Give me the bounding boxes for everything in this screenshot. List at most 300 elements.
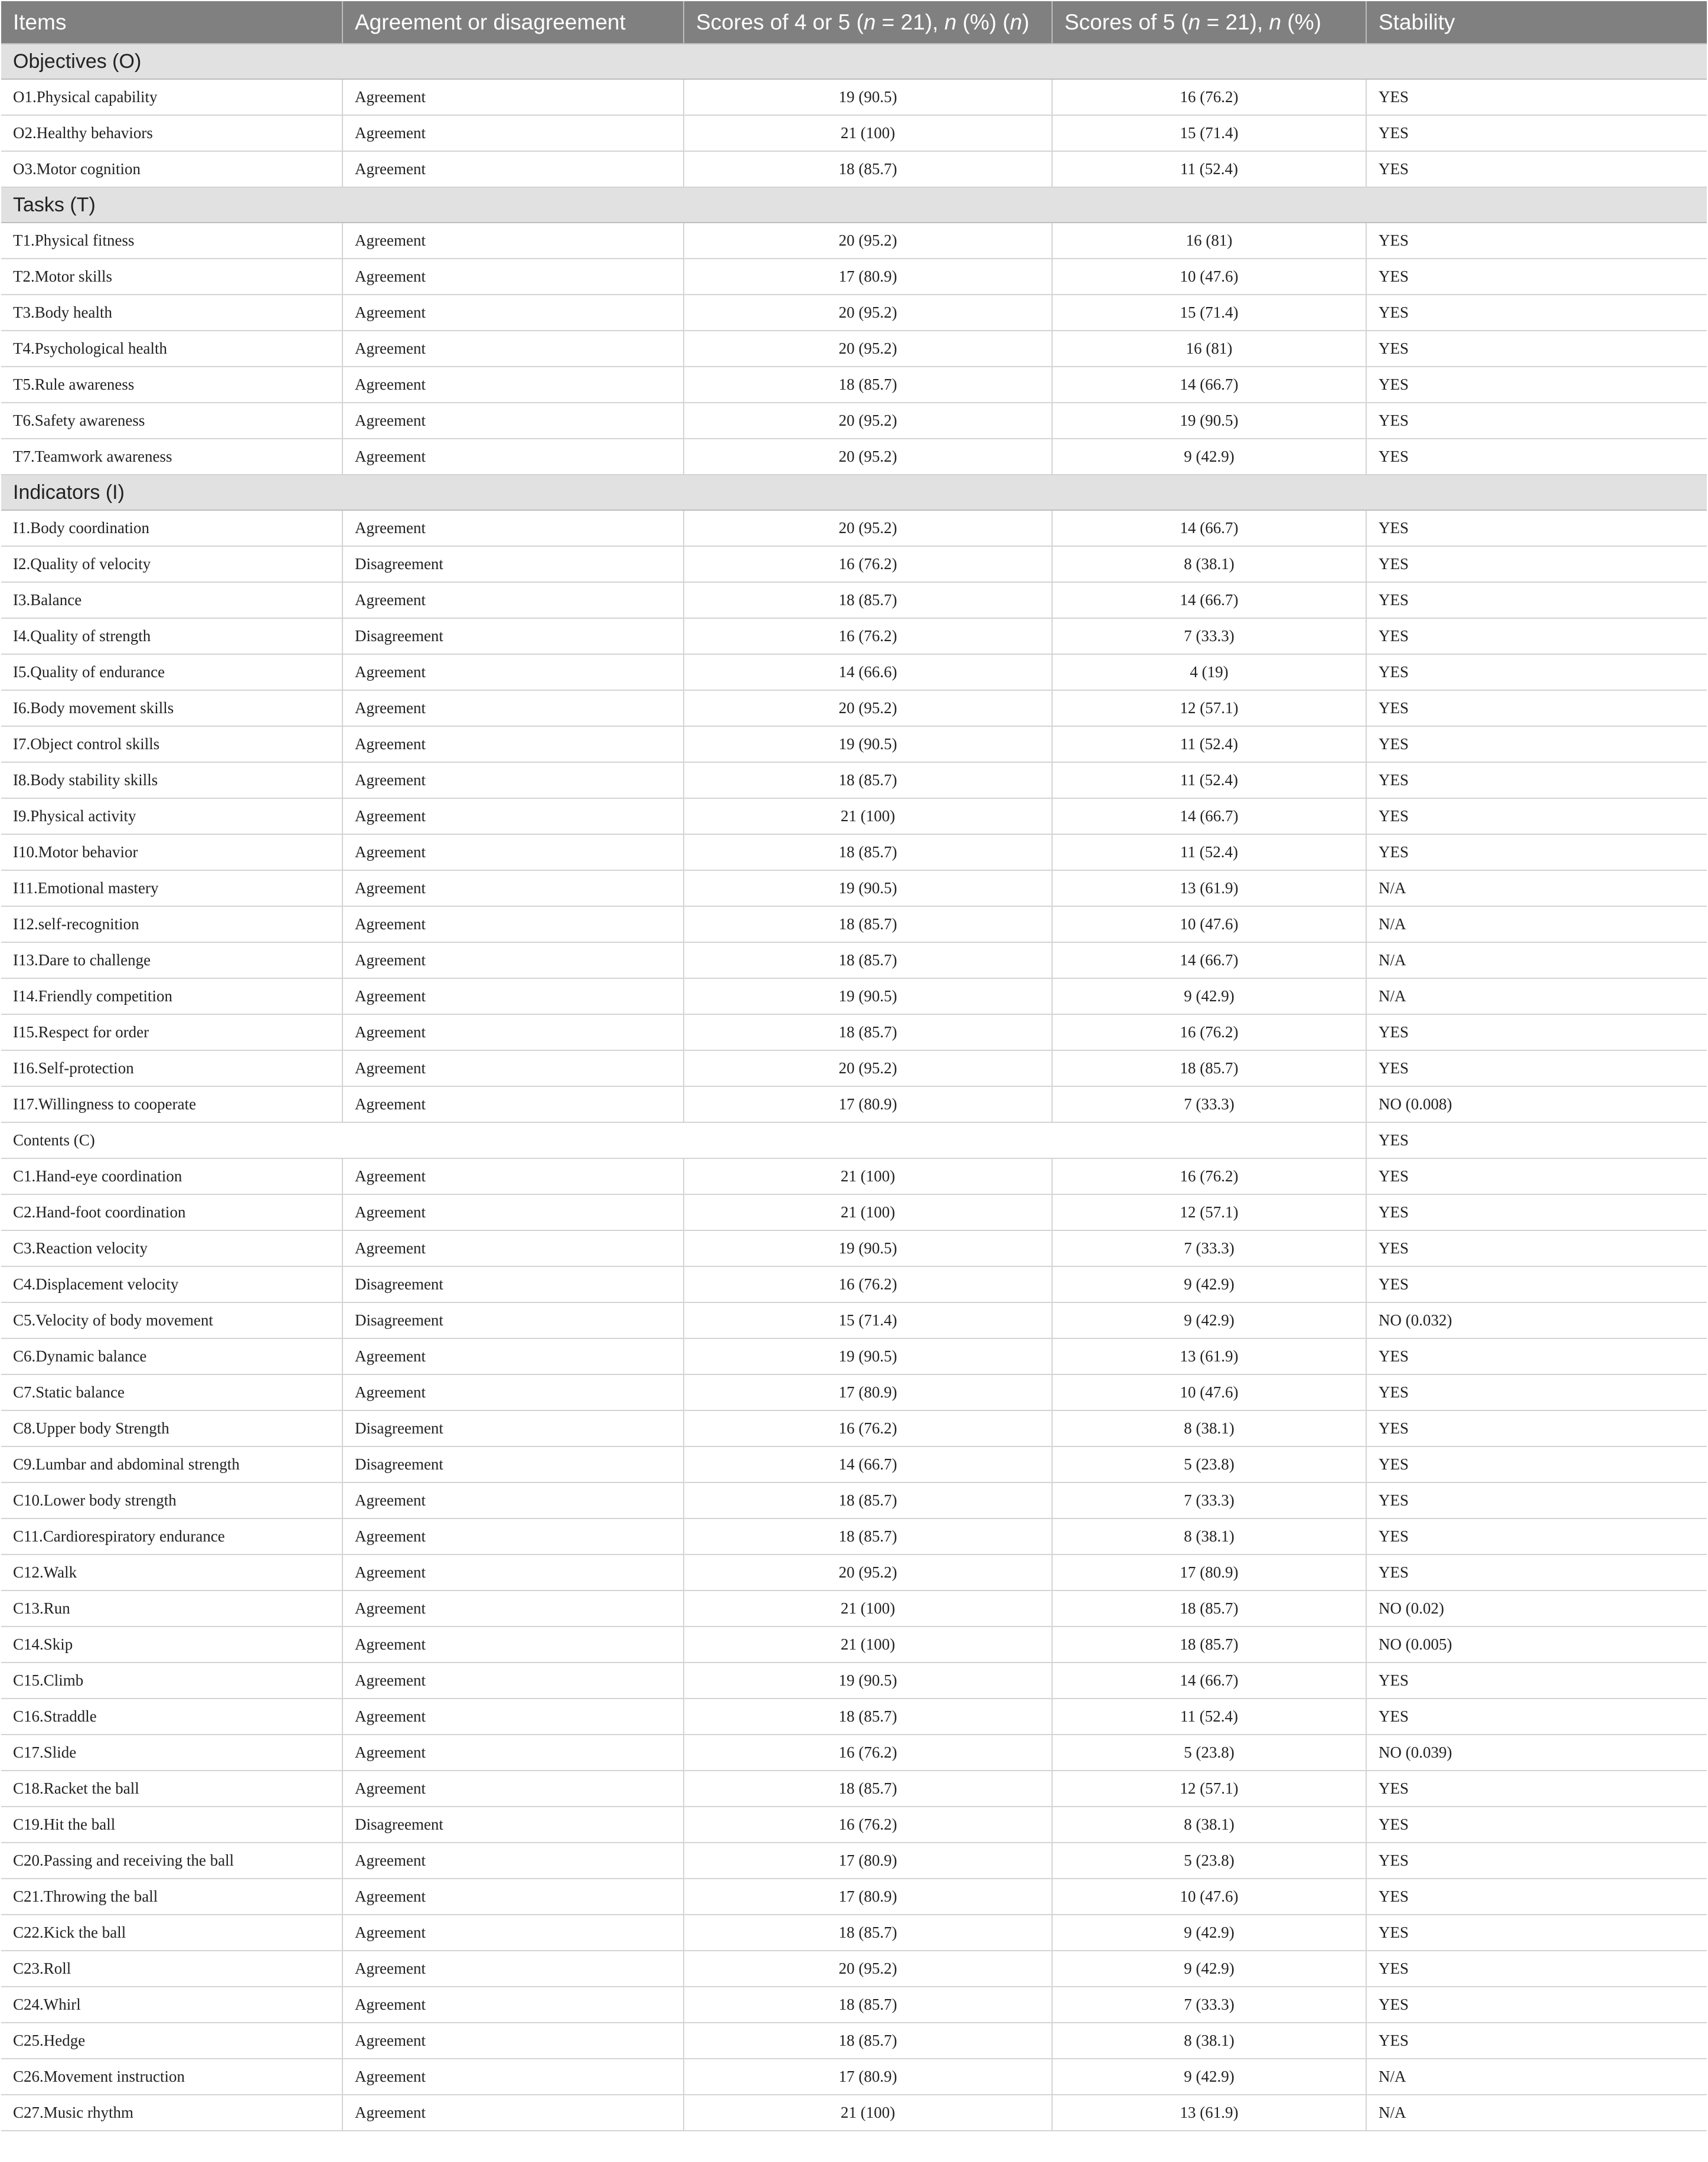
item-cell: C9.Lumbar and abdominal strength xyxy=(1,1446,342,1482)
item-cell: I10.Motor behavior xyxy=(1,834,342,870)
scores-4-or-5-cell: 17 (80.9) xyxy=(684,2059,1052,2095)
stability-cell: YES xyxy=(1366,79,1707,115)
scores-4-or-5-cell: 20 (95.2) xyxy=(684,1951,1052,1987)
table-row xyxy=(1,1266,1707,1302)
scores-5-cell: 14 (66.7) xyxy=(1052,510,1366,546)
scores-4-or-5-cell: 19 (90.5) xyxy=(684,1663,1052,1699)
section-tasks xyxy=(1,187,1707,223)
scores-4-or-5-cell: 19 (90.5) xyxy=(684,870,1052,906)
item-cell: C14.Skip xyxy=(1,1627,342,1663)
item-cell: O3.Motor cognition xyxy=(1,151,342,187)
header-scores-4-or-5-n: n xyxy=(863,9,876,34)
table-row xyxy=(1,1302,1707,1338)
section-objectives xyxy=(1,44,1707,79)
table-row xyxy=(1,906,1707,942)
table-row xyxy=(1,1735,1707,1771)
item-cell: O2.Healthy behaviors xyxy=(1,115,342,151)
header-scores-4-or-5 xyxy=(684,1,1052,44)
table-row xyxy=(1,1879,1707,1915)
agreement-cell: Agreement xyxy=(342,79,684,115)
item-cell: I5.Quality of endurance xyxy=(1,654,342,690)
item-cell: T2.Motor skills xyxy=(1,259,342,295)
table-row xyxy=(1,1915,1707,1951)
agreement-cell: Agreement xyxy=(342,1158,684,1194)
scores-5-cell: 16 (76.2) xyxy=(1052,79,1366,115)
scores-4-or-5-cell: 17 (80.9) xyxy=(684,259,1052,295)
stability-cell: YES xyxy=(1366,1663,1707,1699)
scores-4-or-5-cell: 21 (100) xyxy=(684,1627,1052,1663)
scores-5-cell: 17 (80.9) xyxy=(1052,1554,1366,1591)
table-row xyxy=(1,1518,1707,1554)
scores-5-cell: 9 (42.9) xyxy=(1052,2059,1366,2095)
agreement-cell: Agreement xyxy=(342,510,684,546)
header-scores-5 xyxy=(1052,1,1366,44)
scores-4-or-5-cell: 21 (100) xyxy=(684,2095,1052,2131)
stability-cell: YES xyxy=(1366,295,1707,331)
stability-cell: YES xyxy=(1366,1771,1707,1807)
stability-cell: YES xyxy=(1366,1951,1707,1987)
stability-cell: YES xyxy=(1366,1699,1707,1735)
scores-5-cell: 8 (38.1) xyxy=(1052,2023,1366,2059)
scores-5-cell: 13 (61.9) xyxy=(1052,2095,1366,2131)
stability-cell: YES xyxy=(1366,1915,1707,1951)
scores-4-or-5-cell: 16 (76.2) xyxy=(684,1807,1052,1843)
table-row xyxy=(1,1446,1707,1482)
stability-cell: YES xyxy=(1366,762,1707,798)
scores-4-or-5-cell: 18 (85.7) xyxy=(684,906,1052,942)
table-row xyxy=(1,1627,1707,1663)
header-scores-5-n2: n xyxy=(1269,9,1282,34)
item-cell: C3.Reaction velocity xyxy=(1,1230,342,1266)
table-row xyxy=(1,1771,1707,1807)
table-row xyxy=(1,223,1707,259)
agreement-cell: Disagreement xyxy=(342,1302,684,1338)
agreement-cell: Agreement xyxy=(342,1987,684,2023)
header-scores-5-text-b: = 21), xyxy=(1200,9,1269,34)
scores-5-cell: 7 (33.3) xyxy=(1052,1230,1366,1266)
table-body xyxy=(1,44,1707,2131)
scores-4-or-5-cell: 19 (90.5) xyxy=(684,79,1052,115)
scores-4-or-5-cell: 20 (95.2) xyxy=(684,1050,1052,1086)
agreement-cell: Disagreement xyxy=(342,1807,684,1843)
stability-cell: YES xyxy=(1366,1554,1707,1591)
scores-5-cell: 4 (19) xyxy=(1052,654,1366,690)
scores-4-or-5-cell: 17 (80.9) xyxy=(684,1879,1052,1915)
stability-cell: YES xyxy=(1366,798,1707,834)
table-row xyxy=(1,1014,1707,1050)
agreement-cell: Agreement xyxy=(342,654,684,690)
table-row xyxy=(1,2023,1707,2059)
stability-cell: YES xyxy=(1366,331,1707,367)
item-cell: C25.Hedge xyxy=(1,2023,342,2059)
stability-cell: NO (0.032) xyxy=(1366,1302,1707,1338)
stability-cell: YES xyxy=(1366,546,1707,582)
scores-4-or-5-cell: 18 (85.7) xyxy=(684,367,1052,403)
table-row xyxy=(1,1230,1707,1266)
scores-4-or-5-cell: 18 (85.7) xyxy=(684,762,1052,798)
agreement-cell: Agreement xyxy=(342,1554,684,1591)
scores-5-cell: 9 (42.9) xyxy=(1052,1266,1366,1302)
scores-5-cell: 10 (47.6) xyxy=(1052,906,1366,942)
scores-4-or-5-cell: 20 (95.2) xyxy=(684,295,1052,331)
agreement-cell: Agreement xyxy=(342,2095,684,2131)
scores-4-or-5-cell: 17 (80.9) xyxy=(684,1086,1052,1122)
header-scores-5-text-c: (%) xyxy=(1281,9,1321,34)
table-row xyxy=(1,1194,1707,1230)
item-cell: C2.Hand-foot coordination xyxy=(1,1194,342,1230)
stability-cell: YES xyxy=(1366,1879,1707,1915)
table-row xyxy=(1,2059,1707,2095)
scores-5-cell: 7 (33.3) xyxy=(1052,1482,1366,1518)
scores-4-or-5-cell: 18 (85.7) xyxy=(684,1518,1052,1554)
scores-5-cell: 12 (57.1) xyxy=(1052,690,1366,726)
scores-5-cell: 16 (81) xyxy=(1052,223,1366,259)
item-cell: I16.Self-protection xyxy=(1,1050,342,1086)
item-cell: C19.Hit the ball xyxy=(1,1807,342,1843)
agreement-cell: Agreement xyxy=(342,1482,684,1518)
item-cell: I8.Body stability skills xyxy=(1,762,342,798)
stability-cell: YES xyxy=(1366,1158,1707,1194)
item-cell: I4.Quality of strength xyxy=(1,618,342,654)
scores-5-cell: 8 (38.1) xyxy=(1052,1807,1366,1843)
scores-5-cell: 5 (23.8) xyxy=(1052,1735,1366,1771)
item-cell: C20.Passing and receiving the ball xyxy=(1,1843,342,1879)
item-cell: T4.Psychological health xyxy=(1,331,342,367)
scores-4-or-5-cell: 14 (66.7) xyxy=(684,1446,1052,1482)
agreement-cell: Agreement xyxy=(342,403,684,439)
scores-5-cell: 7 (33.3) xyxy=(1052,618,1366,654)
stability-cell: YES xyxy=(1366,403,1707,439)
item-cell: C26.Movement instruction xyxy=(1,2059,342,2095)
section-contents-stability: YES xyxy=(1366,1122,1707,1158)
table-row xyxy=(1,978,1707,1014)
stability-cell: NO (0.005) xyxy=(1366,1627,1707,1663)
table-row xyxy=(1,1663,1707,1699)
table-row xyxy=(1,1807,1707,1843)
agreement-cell: Agreement xyxy=(342,439,684,475)
scores-5-cell: 10 (47.6) xyxy=(1052,259,1366,295)
scores-4-or-5-cell: 17 (80.9) xyxy=(684,1843,1052,1879)
scores-4-or-5-cell: 20 (95.2) xyxy=(684,403,1052,439)
scores-5-cell: 16 (76.2) xyxy=(1052,1158,1366,1194)
table-row xyxy=(1,798,1707,834)
header-row xyxy=(1,1,1707,44)
scores-5-cell: 11 (52.4) xyxy=(1052,151,1366,187)
table-row xyxy=(1,79,1707,115)
header-scores-4-or-5-text-d: ) xyxy=(1022,9,1030,34)
table-row xyxy=(1,331,1707,367)
item-cell: C8.Upper body Strength xyxy=(1,1410,342,1446)
scores-5-cell: 10 (47.6) xyxy=(1052,1879,1366,1915)
scores-5-cell: 9 (42.9) xyxy=(1052,1302,1366,1338)
table-row xyxy=(1,1699,1707,1735)
scores-5-cell: 8 (38.1) xyxy=(1052,546,1366,582)
scores-5-cell: 9 (42.9) xyxy=(1052,439,1366,475)
scores-4-or-5-cell: 20 (95.2) xyxy=(684,223,1052,259)
table-row xyxy=(1,690,1707,726)
scores-5-cell: 5 (23.8) xyxy=(1052,1446,1366,1482)
stability-cell: YES xyxy=(1366,2023,1707,2059)
header-scores-4-or-5-n3: n xyxy=(1010,9,1023,34)
agreement-cell: Disagreement xyxy=(342,1446,684,1482)
header-scores-4-or-5-n2: n xyxy=(944,9,957,34)
stability-cell: YES xyxy=(1366,1410,1707,1446)
scores-5-cell: 18 (85.7) xyxy=(1052,1627,1366,1663)
item-cell: I13.Dare to challenge xyxy=(1,942,342,978)
table-row xyxy=(1,1554,1707,1591)
scores-5-cell: 8 (38.1) xyxy=(1052,1410,1366,1446)
stability-cell: YES xyxy=(1366,654,1707,690)
agreement-cell: Agreement xyxy=(342,2059,684,2095)
agreement-cell: Agreement xyxy=(342,690,684,726)
agreement-cell: Agreement xyxy=(342,331,684,367)
scores-4-or-5-cell: 19 (90.5) xyxy=(684,1338,1052,1374)
header-scores-5-text-a: Scores of 5 ( xyxy=(1064,9,1188,34)
stability-cell: YES xyxy=(1366,582,1707,618)
item-cell: I6.Body movement skills xyxy=(1,690,342,726)
data-table-container xyxy=(1,1,1707,2131)
stability-cell: YES xyxy=(1366,1014,1707,1050)
agreement-cell: Agreement xyxy=(342,1843,684,1879)
table-row xyxy=(1,439,1707,475)
scores-5-cell: 16 (81) xyxy=(1052,331,1366,367)
scores-5-cell: 19 (90.5) xyxy=(1052,403,1366,439)
table-row xyxy=(1,654,1707,690)
scores-4-or-5-cell: 18 (85.7) xyxy=(684,151,1052,187)
agreement-cell: Agreement xyxy=(342,1194,684,1230)
item-cell: I2.Quality of velocity xyxy=(1,546,342,582)
scores-4-or-5-cell: 20 (95.2) xyxy=(684,510,1052,546)
agreement-cell: Agreement xyxy=(342,1735,684,1771)
table-row xyxy=(1,1050,1707,1086)
stability-cell: N/A xyxy=(1366,870,1707,906)
table-row xyxy=(1,1951,1707,1987)
item-cell: I9.Physical activity xyxy=(1,798,342,834)
agreement-cell: Agreement xyxy=(342,762,684,798)
item-cell: T7.Teamwork awareness xyxy=(1,439,342,475)
delphi-results-table xyxy=(1,1,1707,2131)
agreement-cell: Agreement xyxy=(342,834,684,870)
table-row xyxy=(1,1987,1707,2023)
scores-4-or-5-cell: 18 (85.7) xyxy=(684,1987,1052,2023)
scores-5-cell: 11 (52.4) xyxy=(1052,726,1366,762)
stability-cell: YES xyxy=(1366,510,1707,546)
scores-5-cell: 9 (42.9) xyxy=(1052,978,1366,1014)
agreement-cell: Agreement xyxy=(342,1086,684,1122)
scores-5-cell: 16 (76.2) xyxy=(1052,1014,1366,1050)
scores-4-or-5-cell: 20 (95.2) xyxy=(684,331,1052,367)
scores-4-or-5-cell: 21 (100) xyxy=(684,1591,1052,1627)
agreement-cell: Agreement xyxy=(342,1518,684,1554)
table-header xyxy=(1,1,1707,44)
agreement-cell: Disagreement xyxy=(342,546,684,582)
agreement-cell: Agreement xyxy=(342,1014,684,1050)
scores-5-cell: 14 (66.7) xyxy=(1052,942,1366,978)
table-row xyxy=(1,582,1707,618)
scores-4-or-5-cell: 18 (85.7) xyxy=(684,582,1052,618)
agreement-cell: Agreement xyxy=(342,1627,684,1663)
agreement-cell: Agreement xyxy=(342,259,684,295)
scores-4-or-5-cell: 14 (66.6) xyxy=(684,654,1052,690)
agreement-cell: Agreement xyxy=(342,223,684,259)
scores-4-or-5-cell: 15 (71.4) xyxy=(684,1302,1052,1338)
scores-4-or-5-cell: 20 (95.2) xyxy=(684,690,1052,726)
stability-cell: YES xyxy=(1366,1266,1707,1302)
agreement-cell: Agreement xyxy=(342,151,684,187)
section-indicators xyxy=(1,475,1707,510)
item-cell: I11.Emotional mastery xyxy=(1,870,342,906)
agreement-cell: Agreement xyxy=(342,1699,684,1735)
stability-cell: YES xyxy=(1366,223,1707,259)
scores-4-or-5-cell: 21 (100) xyxy=(684,1194,1052,1230)
table-row xyxy=(1,870,1707,906)
agreement-cell: Agreement xyxy=(342,942,684,978)
stability-cell: NO (0.02) xyxy=(1366,1591,1707,1627)
table-row xyxy=(1,1338,1707,1374)
item-cell: C21.Throwing the ball xyxy=(1,1879,342,1915)
stability-cell: YES xyxy=(1366,726,1707,762)
table-row xyxy=(1,726,1707,762)
item-cell: C10.Lower body strength xyxy=(1,1482,342,1518)
scores-4-or-5-cell: 16 (76.2) xyxy=(684,1266,1052,1302)
stability-cell: N/A xyxy=(1366,2095,1707,2131)
scores-4-or-5-cell: 18 (85.7) xyxy=(684,1771,1052,1807)
agreement-cell: Agreement xyxy=(342,978,684,1014)
scores-4-or-5-cell: 19 (90.5) xyxy=(684,1230,1052,1266)
stability-cell: YES xyxy=(1366,1230,1707,1266)
scores-5-cell: 7 (33.3) xyxy=(1052,1086,1366,1122)
scores-5-cell: 10 (47.6) xyxy=(1052,1374,1366,1410)
stability-cell: YES xyxy=(1366,690,1707,726)
item-cell: C12.Walk xyxy=(1,1554,342,1591)
item-cell: C1.Hand-eye coordination xyxy=(1,1158,342,1194)
table-row xyxy=(1,1086,1707,1122)
scores-4-or-5-cell: 19 (90.5) xyxy=(684,726,1052,762)
table-row xyxy=(1,2095,1707,2131)
scores-4-or-5-cell: 18 (85.7) xyxy=(684,942,1052,978)
item-cell: C22.Kick the ball xyxy=(1,1915,342,1951)
scores-5-cell: 12 (57.1) xyxy=(1052,1771,1366,1807)
section-contents xyxy=(1,1122,1707,1158)
table-row xyxy=(1,1843,1707,1879)
scores-5-cell: 9 (42.9) xyxy=(1052,1951,1366,1987)
item-cell: C24.Whirl xyxy=(1,1987,342,2023)
table-row xyxy=(1,618,1707,654)
item-cell: I7.Object control skills xyxy=(1,726,342,762)
item-cell: I17.Willingness to cooperate xyxy=(1,1086,342,1122)
scores-5-cell: 14 (66.7) xyxy=(1052,1663,1366,1699)
scores-5-cell: 7 (33.3) xyxy=(1052,1987,1366,2023)
table-row xyxy=(1,1591,1707,1627)
scores-5-cell: 18 (85.7) xyxy=(1052,1050,1366,1086)
scores-4-or-5-cell: 18 (85.7) xyxy=(684,1014,1052,1050)
scores-5-cell: 5 (23.8) xyxy=(1052,1843,1366,1879)
header-stability: Stability xyxy=(1366,1,1707,44)
agreement-cell: Agreement xyxy=(342,1663,684,1699)
item-cell: T1.Physical fitness xyxy=(1,223,342,259)
item-cell: C7.Static balance xyxy=(1,1374,342,1410)
agreement-cell: Agreement xyxy=(342,1771,684,1807)
item-cell: I12.self-recognition xyxy=(1,906,342,942)
stability-cell: YES xyxy=(1366,834,1707,870)
stability-cell: YES xyxy=(1366,1446,1707,1482)
header-agreement: Agreement or disagreement xyxy=(342,1,684,44)
table-row xyxy=(1,546,1707,582)
scores-4-or-5-cell: 18 (85.7) xyxy=(684,834,1052,870)
item-cell: C17.Slide xyxy=(1,1735,342,1771)
scores-5-cell: 11 (52.4) xyxy=(1052,834,1366,870)
scores-4-or-5-cell: 16 (76.2) xyxy=(684,618,1052,654)
stability-cell: YES xyxy=(1366,1807,1707,1843)
header-scores-4-or-5-text-b: = 21), xyxy=(876,9,945,34)
table-row xyxy=(1,510,1707,546)
scores-4-or-5-cell: 19 (90.5) xyxy=(684,978,1052,1014)
agreement-cell: Disagreement xyxy=(342,1410,684,1446)
scores-4-or-5-cell: 16 (76.2) xyxy=(684,546,1052,582)
scores-5-cell: 14 (66.7) xyxy=(1052,798,1366,834)
scores-4-or-5-cell: 18 (85.7) xyxy=(684,1915,1052,1951)
scores-4-or-5-cell: 18 (85.7) xyxy=(684,1482,1052,1518)
item-cell: O1.Physical capability xyxy=(1,79,342,115)
table-row xyxy=(1,403,1707,439)
agreement-cell: Agreement xyxy=(342,798,684,834)
agreement-cell: Agreement xyxy=(342,1374,684,1410)
item-cell: I14.Friendly competition xyxy=(1,978,342,1014)
agreement-cell: Agreement xyxy=(342,1591,684,1627)
table-row xyxy=(1,367,1707,403)
item-cell: C11.Cardiorespiratory endurance xyxy=(1,1518,342,1554)
agreement-cell: Agreement xyxy=(342,1230,684,1266)
scores-5-cell: 11 (52.4) xyxy=(1052,762,1366,798)
agreement-cell: Disagreement xyxy=(342,1266,684,1302)
scores-4-or-5-cell: 21 (100) xyxy=(684,1158,1052,1194)
agreement-cell: Agreement xyxy=(342,906,684,942)
item-cell: C4.Displacement velocity xyxy=(1,1266,342,1302)
stability-cell: YES xyxy=(1366,1518,1707,1554)
item-cell: I15.Respect for order xyxy=(1,1014,342,1050)
agreement-cell: Agreement xyxy=(342,1951,684,1987)
table-row xyxy=(1,259,1707,295)
agreement-cell: Agreement xyxy=(342,367,684,403)
agreement-cell: Agreement xyxy=(342,726,684,762)
item-cell: C18.Racket the ball xyxy=(1,1771,342,1807)
stability-cell: YES xyxy=(1366,1843,1707,1879)
stability-cell: YES xyxy=(1366,259,1707,295)
agreement-cell: Agreement xyxy=(342,2023,684,2059)
scores-5-cell: 14 (66.7) xyxy=(1052,582,1366,618)
item-cell: T6.Safety awareness xyxy=(1,403,342,439)
stability-cell: YES xyxy=(1366,1050,1707,1086)
scores-5-cell: 13 (61.9) xyxy=(1052,1338,1366,1374)
stability-cell: YES xyxy=(1366,1194,1707,1230)
scores-5-cell: 8 (38.1) xyxy=(1052,1518,1366,1554)
table-row xyxy=(1,115,1707,151)
item-cell: I3.Balance xyxy=(1,582,342,618)
stability-cell: NO (0.008) xyxy=(1366,1086,1707,1122)
scores-5-cell: 11 (52.4) xyxy=(1052,1699,1366,1735)
scores-5-cell: 18 (85.7) xyxy=(1052,1591,1366,1627)
stability-cell: N/A xyxy=(1366,906,1707,942)
scores-5-cell: 15 (71.4) xyxy=(1052,295,1366,331)
scores-5-cell: 15 (71.4) xyxy=(1052,115,1366,151)
table-row xyxy=(1,1482,1707,1518)
table-row xyxy=(1,295,1707,331)
scores-5-cell: 13 (61.9) xyxy=(1052,870,1366,906)
scores-5-cell: 14 (66.7) xyxy=(1052,367,1366,403)
scores-4-or-5-cell: 21 (100) xyxy=(684,798,1052,834)
item-cell: T5.Rule awareness xyxy=(1,367,342,403)
agreement-cell: Agreement xyxy=(342,870,684,906)
